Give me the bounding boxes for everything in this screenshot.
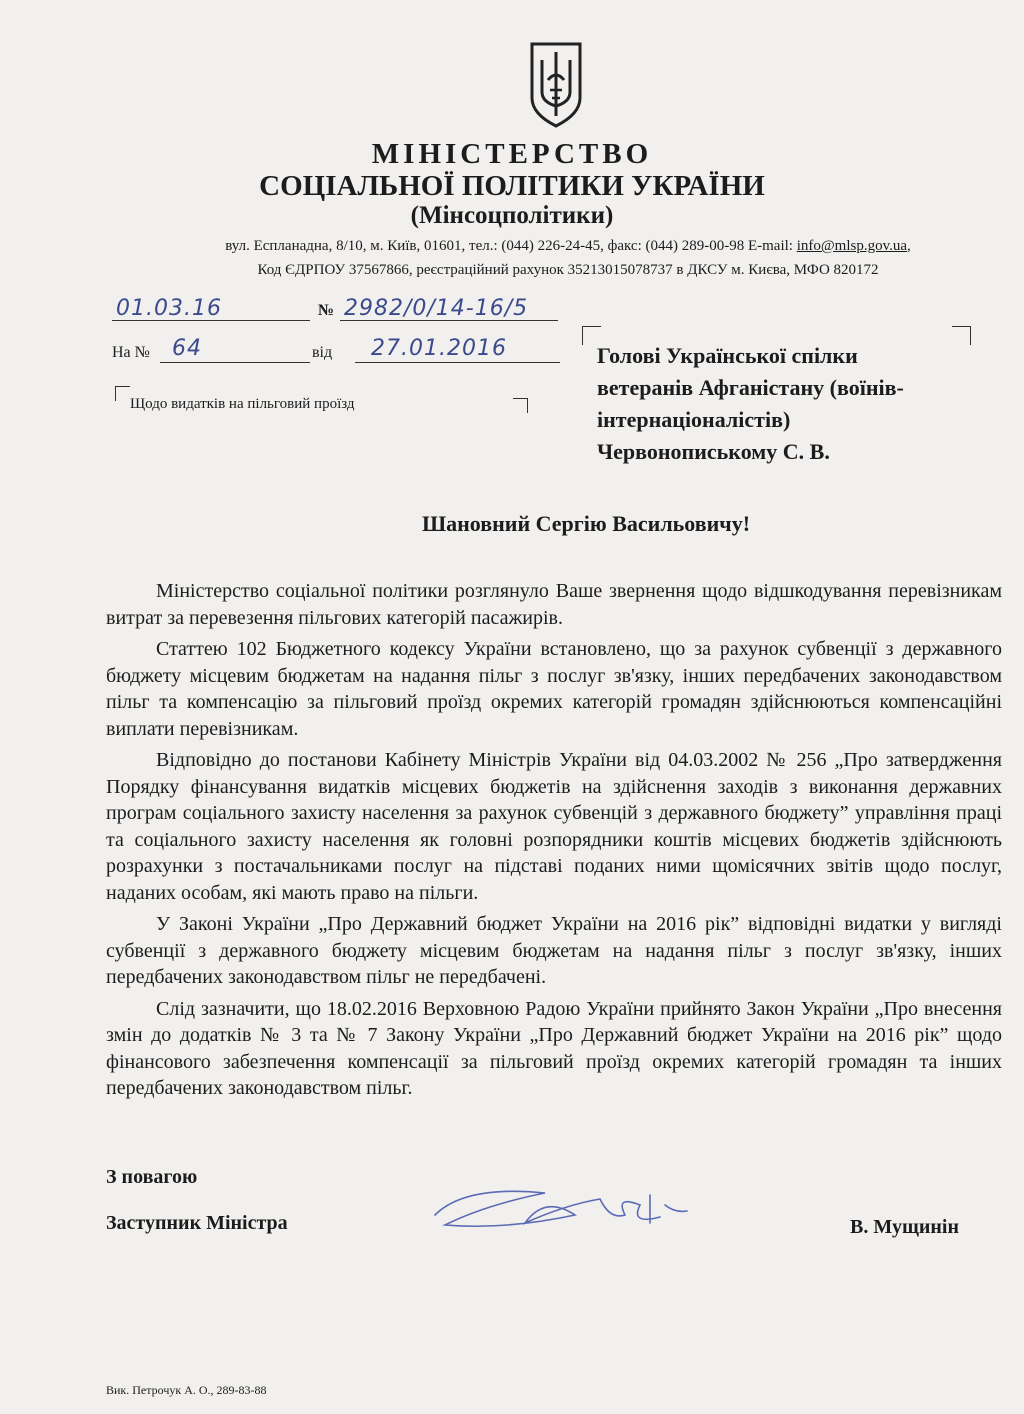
- number-label: №: [318, 302, 335, 319]
- ministry-name: МІНІСТЕРСТВО: [371, 138, 653, 170]
- subject-bracket-right: [513, 398, 528, 413]
- signer-name: В. Мущинін: [850, 1216, 959, 1238]
- from-label: від: [312, 344, 333, 361]
- ministry-short-name: (Мінсоцполітики): [410, 202, 614, 229]
- handwritten-signature: [425, 1175, 695, 1235]
- salutation: Шановний Сергію Васильовичу!: [421, 511, 751, 536]
- outgoing-number: 2982/0/14-16/5: [344, 296, 529, 321]
- outgoing-date-field: [112, 296, 310, 321]
- paragraph: Міністерство соціальної політики розглянуло Ваше звернення щодо відшкодування перевізникам витрат за перевезення пільгових категорій пасажирів.: [106, 580, 1002, 629]
- closing-regards: З повагою: [106, 1166, 198, 1188]
- outgoing-number-field: [340, 296, 558, 321]
- email-link[interactable]: info@mlsp.gov.ua: [796, 238, 908, 254]
- address-line: [0, 238, 1024, 255]
- paragraph: Статтею 102 Бюджетного кодексу України встановлено, що за рахунок субвенції з державного бюджету місцевим бюджетам на надання пільг з послуг зв'язку, інших передбачених законодавством пільг та компенсацію за пільговий проїзд окремих категорій громадян здійснюються компенсаційні виплати перевізникам.: [106, 638, 1002, 740]
- paragraph: У Законі України „Про Державний бюджет України на 2016 рік” відповідні видатки у вигляді субвенції з державного бюджету місцевим бюджетам на надання пільг з послуг зв'язку, інших передбачених законодавством пільг не передбачені.: [106, 913, 1002, 988]
- paragraph: Слід зазначити, що 18.02.2016 Верховною Радою України прийнято Закон України „Про внесення змін до додатків № 3 та № 7 Закону України „Про Державний бюджет України на 2016 рік” щодо фінансового забезпечення компенсації за пільговий проїзд окремих категорій громадян та інших передбачених законодавством пільг.: [106, 997, 1002, 1099]
- trident-emblem-icon: [526, 40, 586, 128]
- incoming-number-label: На №: [112, 344, 150, 361]
- recipient-block: [597, 340, 977, 468]
- incoming-date-field: [355, 336, 560, 363]
- outgoing-date: 01.03.16: [116, 296, 222, 321]
- ministry-full-name: СОЦІАЛЬНОЇ ПОЛІТИКИ УКРАЇНИ: [259, 170, 765, 202]
- subject-bracket-left: [115, 386, 130, 401]
- recipient-line: Червонопиському С. В.: [597, 439, 830, 464]
- subject-line: Щодо видатків на пільговий проїзд: [130, 396, 355, 412]
- recipient-line: інтернаціоналістів): [597, 407, 791, 432]
- paragraph: Відповідно до постанови Кабінету Міністрів України від 04.03.2002 № 256 „Про затвердження Порядку фінансування видатків місцевих бюджетів на здійснення заходів з виконання державних програм соціального захисту населення за рахунок субвенцій з державного бюджету” управління праці та соціального захисту населення як головні розпорядники коштів місцевих бюджетів здійснюють розрахунки з постачальниками послуг на підставі поданих ними щомісячних звітів щодо послуг, наданих особам, які мають право на пільги.: [106, 749, 1002, 904]
- recipient-line: Голові Української спілки: [597, 343, 858, 368]
- signer-position: Заступник Міністра: [106, 1212, 288, 1234]
- incoming-date: 27.01.2016: [371, 336, 507, 361]
- address-suffix: ,: [907, 238, 911, 254]
- address-text: вул. Еспланадна, 8/10, м. Київ, 01601, тел.: (044) 226-24-45, факс: (044) 289-00-98 E-mail:: [225, 238, 797, 254]
- recipient-line: ветеранів Афганістану (воїнів-: [597, 375, 904, 400]
- incoming-number-field: [160, 336, 310, 363]
- executor-info: Вик. Петрочук А. О., 289-83-88: [106, 1383, 267, 1397]
- incoming-number: 64: [172, 336, 202, 361]
- letter-body: [106, 578, 1002, 1102]
- registry-line: Код ЄДРПОУ 37567866, реєстраційний рахунок 35213015078737 в ДКСУ м. Києва, МФО 820172: [257, 262, 879, 278]
